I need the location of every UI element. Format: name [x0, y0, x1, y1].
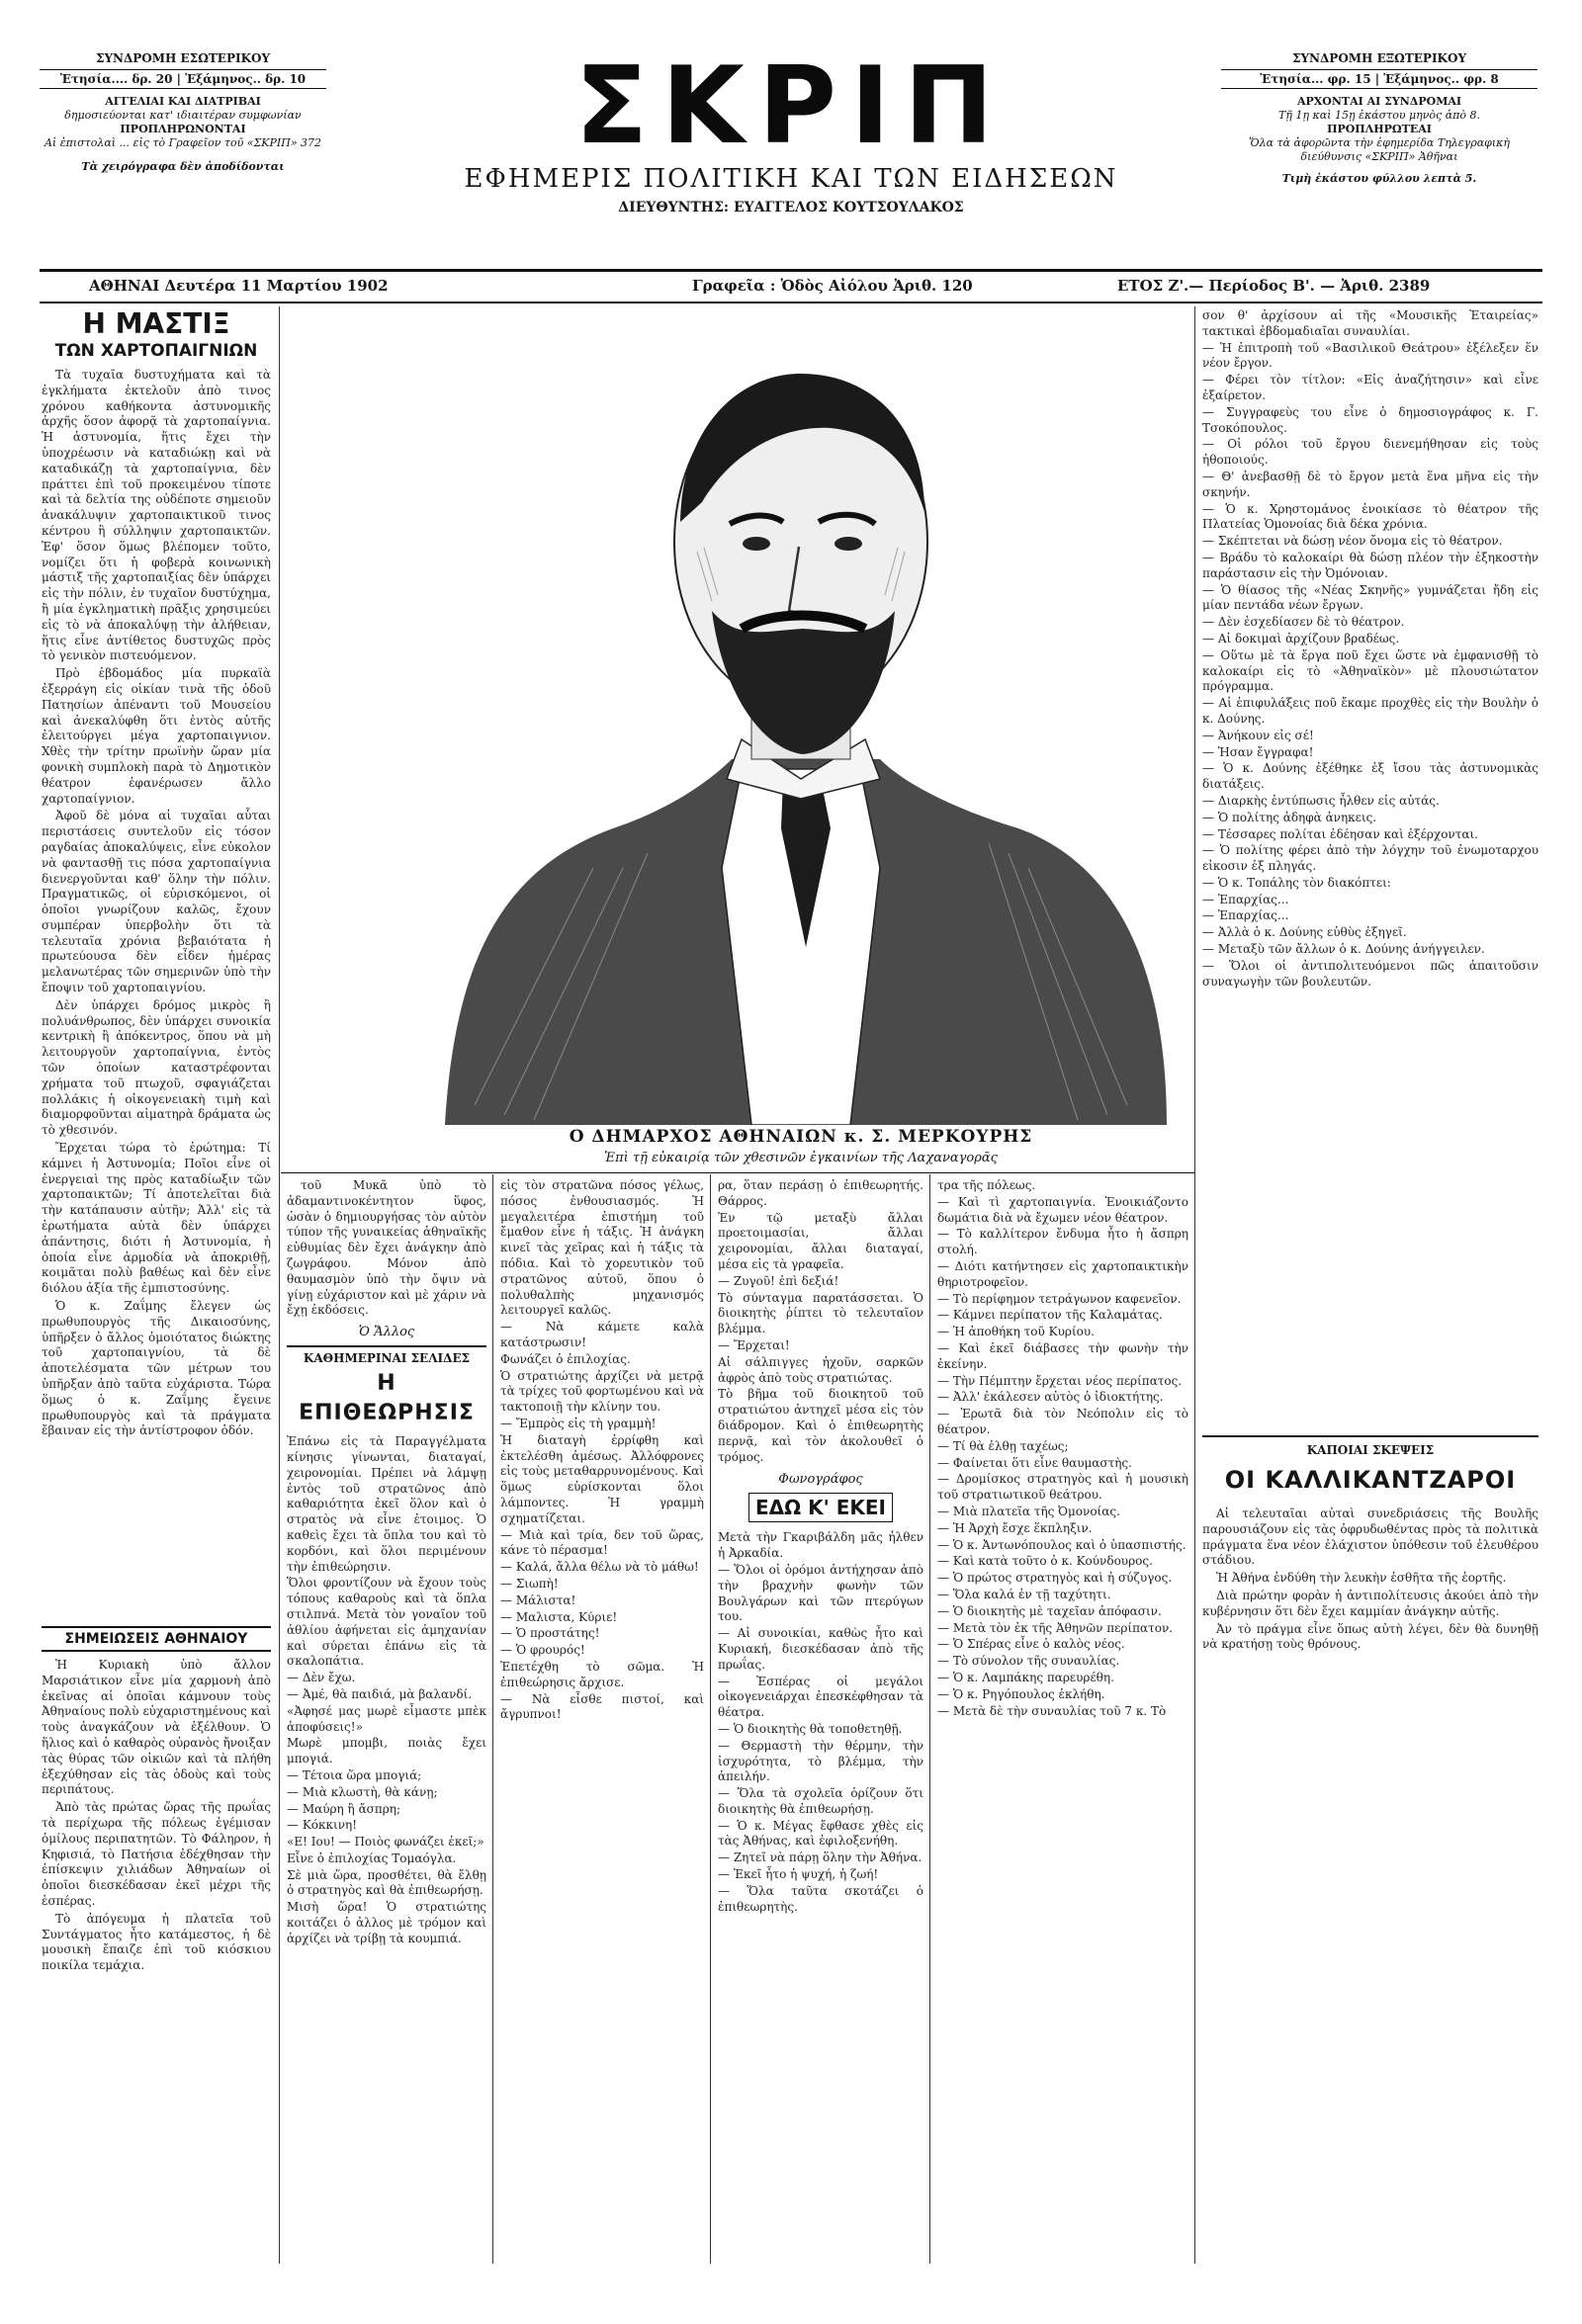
left-send-line: Αἱ ἐπιστολαὶ ... εἰς τὸ Γραφεῖον τοῦ «ΣΚΡΙΠ» 372 [44, 136, 322, 149]
col2-paragraph: «Ε! Ιου! — Ποιὸς φωνάζει ἐκεῖ;» [287, 1835, 484, 1850]
col3-paragraph: Ὁ στρατιώτης ἀρχίζει νὰ μετρᾷ τὰ τρίχες τοῦ φορτωμένου καὶ νὰ τακτοποιῇ τὴν κλίνην του. [500, 1368, 704, 1415]
col6-paragraph: — Τέσσαρες πολίται ἐδέησαν καὶ ἐξέρχονται. [1202, 826, 1478, 841]
col3-paragraph: Ἐπετέχθη τὸ σῶμα. Ἡ ἐπιθεώρησις ἄρχισε. [500, 1659, 704, 1689]
col5-paragraph: — Μετὰ δὲ τὴν συναυλίας τοῦ 7 κ. Τὸ [937, 1703, 1167, 1718]
col2-paragraph: Μωρὲ μπομβι, ποιὰς ἔχει μπογιά. [287, 1736, 486, 1766]
portrait-caption: Ο ΔΗΜΑΡΧΟΣ ΑΘΗΝΑΙΩΝ κ. Σ. ΜΕΡΚΟΥΡΗΣ [569, 1127, 1033, 1147]
col6-paragraph: — Ἀνήκουν εἰς σέ! [1202, 728, 1314, 742]
col6-paragraph: — Ὁ πολίτης φέρει ἀπὸ τὴν λόγχην τοῦ ἐνωμοταρχου εἰκοσιν ἐξ πληγάς. [1202, 843, 1538, 874]
right-start: ΑΡΧΟΝΤΑΙ ΑΙ ΣΥΝΔΡΟΜΑΙ [1296, 95, 1462, 108]
dateline-top-rule [40, 269, 1542, 272]
portrait-illustration [415, 314, 1186, 1125]
col5-body [937, 1178, 1188, 2256]
col2-paragraph: Σὲ μιὰ ὥρα, προσθέτει, θὰ ἔλθῃ ὁ στρατηγὸς καὶ θὰ ἐπιθεωρήσῃ. [287, 1867, 486, 1898]
col5-paragraph: — Ὁ κ. Λαμπάκης παρευρέθη. [937, 1670, 1114, 1684]
col5-paragraph: — Ὁ κ. Ρηγόπουλος ἐκλήθη. [937, 1686, 1105, 1701]
col6-paragraph: Ἀν τὸ πράγμα εἶνε ὅπως αὐτὴ λέγει, δὲν θὰ δυνηθῇ νὰ κρατήσῃ τοὺς θρόνους. [1202, 1621, 1538, 1652]
col3-paragraph: — Ὁ φρουρός! [500, 1643, 585, 1658]
col5-paragraph: — Φαίνεται ὅτι εἶνε θαυμαστὴς. [937, 1455, 1132, 1470]
col6-paragraph: σον θ' ἀρχίσουν αἱ τῆς «Μουσικῆς Ἑταιρείας» τακτικαὶ ἐβδομαδιαῖαι συναυλίαι. [1202, 308, 1538, 338]
col6-paragraph: — Οἱ ρόλοι τοῦ ἔργου διενεμήθησαν εἰς τοὺς ἠθοποιούς. [1202, 437, 1538, 468]
left-notes-title: ΣΗΜΕΙΩΣΕΙΣ ΑΘΗΝΑΙΟΥ [42, 1626, 271, 1652]
left-notes-paragraph: Τὸ ἀπόγευμα ἡ πλατεῖα τοῦ Συντάγματος ἦτο κατάμεστος, ἡ δὲ μουσικὴ ἔπαιζε ἐπὶ τοῦ κιόσκιου ποικίλα τεμάχια. [42, 1911, 271, 1973]
col4-article-title: ΕΔΩ Κ' ΕΚΕΙ [748, 1493, 893, 1522]
col3-paragraph: — Νὰ κάμετε καλὰ κατάστρωσιν! [500, 1320, 704, 1349]
left-article-paragraph: Πρὸ ἑβδομάδος μία πυρκαϊὰ ἐξερράγη εἰς οἰκίαν τινὰ τῆς ὁδοῦ Πατησίων ἀπέναντι τοῦ Μουσείου καὶ ἀνεκαλύφθη ὅτι ἐντὸς αὐτῆς ἐλειτούργει μέγα χαρτοπαιγνιον. Χθὲς τὴν τρίτην πρωϊνὴν ὥραν μία φονικὴ συμπλοκὴ παρὰ τὸ Δημοτικὸν θέατρον ἐφανέρωσεν ἄλλο χαρτοπαίγνιον. [42, 666, 271, 806]
dateline [40, 275, 1542, 299]
col6-article-body [1202, 1506, 1538, 2198]
col4-paragraph: Τὸ σύνταγμα παρατάσσεται. Ὁ διοικητὴς ῥίπτει τὸ τελευταῖον βλέμμα. [718, 1290, 923, 1336]
left-article-paragraph: Δὲν ὑπάρχει δρόμος μικρὸς ἢ πολυάνθρωπος, δὲν ὑπάρχει συνοικία κεντρικὴ ἢ ἀπόκεντρος, ὅπου νὰ μὴ λειτουργοῦν χαρτοπαίγνια, ἐντὸς τῶν ὁποίων καταστρέφονται χρήματα τοῦ πτωχοῦ, σφαγιάζεται πολλάκις ἡ οἰκογενειακὴ τιμὴ καὶ διαμορφοῦνται αἰματηρὰ δράματα ὡς τὸ χθεσινόν. [42, 997, 271, 1138]
col6-paragraph: — Ἀλλὰ ὁ κ. Δούνης εὐθὺς ἐξηγεῖ. [1202, 925, 1407, 940]
col5-paragraph: — Τὸ σύνολον τῆς συναυλίας. [937, 1654, 1120, 1669]
col4-paragraph: — Ἐκεῖ ἦτο ἡ ψυχή, ἡ ζωή! [718, 1867, 879, 1882]
col6-paragraph: — Ἡ ἐπιτροπὴ τοῦ «Βασιλικοῦ Θεάτρου» ἐξέλεξεν ἕν νέον ἔργον. [1202, 340, 1538, 371]
col2-paragraph: τοῦ Μυκᾶ ὑπὸ τὸ ἀδαμαντινοκέντητον ὕφος, ὡσὰν ὁ δημιουργήσας τὸν αὐτὸν τύπον τῆς γυναικείας ἀθηναϊκῆς εὐθυμίας δὲν ἔχει ἀνάγκην ἀπὸ ζωγράφου. Μόνον ἀπὸ θαυμασμὸν ὑπὸ τὴν ὄψιν νὰ γίνῃ εὐχάριστον καὶ μὲ χάριν νὰ ἔχῃ ἐκδόσεις. [287, 1178, 486, 1318]
col4-paragraph: — Αἱ συνοικίαι, καθὼς ἦτο καὶ Κυριακή, διεσκέδασαν ἀπὸ τῆς πρωΐας. [718, 1626, 923, 1672]
col6-paragraph: — Ὁ κ. Τοπάλης τὸν διακόπτει: [1202, 875, 1391, 890]
col3-paragraph: Ἡ διαταγὴ ἐρρίφθη καὶ ἐκτελέσθη ἀμέσως. Ἀλλόφρονες εἰς τοὺς μεταθαρρυνομένους. Καὶ ὅμως εὑρίσκονται ὅλοι λάμποντες. Ἡ γραμμὴ σχηματίζεται. [500, 1432, 704, 1525]
col6-paragraph: — Ἐπαρχίας... [1202, 892, 1289, 906]
left-ads-title: ΑΓΓΕΛΙΑΙ ΚΑΙ ΔΙΑΤΡΙΒΑΙ [105, 95, 261, 108]
masthead-right-box [1221, 51, 1538, 200]
col2-signature: Ὁ Ἄλλος [358, 1325, 415, 1340]
mayor-portrait-drawing [415, 314, 1186, 1125]
column-rule-2 [492, 1174, 493, 2264]
col4-paragraph: Ἐν τῷ μεταξὺ ἄλλαι προετοιμασίαι, ἄλλαι χειρονομίαι, ἄλλαι διαταγαί, μέσα εἰς τὰ γραφεῖα. [718, 1210, 923, 1271]
portrait-sub-caption: Ἐπὶ τῇ εὐκαιρίᾳ τῶν χθεσινῶν ἐγκαινίων τῆς Λαχαναγορᾶς [604, 1151, 998, 1165]
col4-paragraph: Μετὰ τὴν Γκαριβάλδη μᾶς ἦλθεν ἡ Ἀρκαδία. [718, 1530, 923, 1561]
newspaper-title: ΣΚΡΙΠ [574, 44, 1008, 168]
col4-paragraph: — Θερμαστὴ τὴν θέρμην, τὴν ἰσχυρότητα, τὸ βλέμμα, τὴν ἀπειλήν. [718, 1738, 923, 1784]
col6-paragraph: — Αἱ δοκιμαὶ ἀρχίζουν βραδέως. [1202, 631, 1400, 646]
col6-paragraph: — Ὅλοι οἱ ἀντιπολιτευόμενοι πῶς ἀπαιτοῦσιν συναγωγὴν τῶν βουλευτῶν. [1202, 958, 1538, 989]
col4-paragraph: ρα, ὅταν περάσῃ ὁ ἐπιθεωρητής. Θάρρος. [718, 1178, 923, 1208]
dateline-date: ΑΘΗΝΑΙ Δευτέρα 11 Μαρτίου 1902 [89, 277, 389, 295]
col2-paragraph: — Τέτοια ὥρα μπογιά; [287, 1767, 422, 1782]
col3-paragraph: — Ὁ προστάτης! [500, 1626, 600, 1641]
col6-paragraph: — Συγγραφεὺς του εἶνε ὁ δημοσιογράφος κ. Γ. Τσοκόπουλος. [1202, 404, 1538, 435]
masthead-title-block [386, 44, 1196, 219]
column-rule-1 [279, 306, 280, 2264]
col3-body [500, 1178, 704, 2256]
column-4 [718, 1178, 923, 2261]
col2-article-body [287, 1434, 486, 2324]
col3-paragraph: — Μιὰ καὶ τρία, δεν τοῦ ὥρας, κάνε τὸ πέρασμα! [500, 1527, 704, 1558]
column-rule-3 [710, 1174, 711, 2264]
col5-paragraph: — Ἡ Ἀρχὴ ἔσχε ἕκπληξιν. [937, 1520, 1093, 1535]
col5-paragraph: — Ὅλα καλά ἐν τῇ ταχύτητι. [937, 1587, 1111, 1601]
left-notes-body [42, 1658, 271, 2251]
col3-paragraph: — Νὰ εἶσθε πιστοί, καὶ ἄγρυπνοι! [500, 1691, 704, 1722]
col6-paragraph: — Δὲν ἐσχεδίασεν δὲ τὸ θέατρον. [1202, 615, 1405, 630]
col2-paragraph: Μισὴ ὥρα! Ὁ στρατιώτης κοιτάζει ὁ ἀλλος μὲ τρόμον καὶ ἀρχίζει νὰ τρίβῃ τὰ κουμπιά. [287, 1900, 486, 1945]
col5-paragraph: — Ὁ διοικητὴς μὲ ταχεῖαν ἀπόφασιν. [937, 1603, 1162, 1618]
right-prepaid: ΠΡΟΠΛΗΡΩΤΕΑΙ [1327, 123, 1432, 135]
portrait-bottom-rule [281, 1172, 1194, 1173]
newspaper-subtitle: ΕΦΗΜΕΡΙΣ ΠΟΛΙΤΙΚΗ ΚΑΙ ΤΩΝ ΕΙΔΗΣΕΩΝ [464, 164, 1118, 194]
left-notes [42, 1626, 271, 2259]
col5-paragraph: — Ἡ ἀποθήκη τοῦ Κυρίου. [937, 1325, 1095, 1339]
col5-paragraph: — Ἀλλ' ἐκάλεσεν αὐτὸς ὁ ἰδιοκτήτης. [937, 1390, 1164, 1405]
left-article-paragraph: Ἔρχεται τώρα τὸ ἐρώτημα: Τί κάμνει ἡ Ἀστυνομία; Ποῖοι εἶνε οἱ ἐνεργειαὶ της πρὸς καταδίωξιν τῶν χαρτοπαικτῶν; Τί ἀποτελεῖται διὰ τὴν κατάπαυσιν αὐτῆν; Ἀλλ' εἰς τὰ ἐρωτήματα αὐτὰ δὲν ὑπάρχει ἀπάντησις, διότι ἡ Ἀστυνομία, ἡ ὁποία εἶνε ἁρμοδία νὰ ἀποκριθῇ, κοιμᾶται πολὺ βαθέως καὶ δὲν εἶνε διόλου ἀξία τῆς ἐμπιστοσύνης. [42, 1141, 271, 1296]
col5-paragraph: τρα τῆς πόλεως. [937, 1178, 1036, 1192]
col6-paragraph: Ἡ Ἀθήνα ἐνδύθη τὴν λευκὴν ἐσθῆτα τῆς ἑορτῆς. [1216, 1571, 1507, 1586]
col3-paragraph: εἰς τὸν στρατῶνα πόσος γέλως, πόσος ἐνθουσιασμός. Ἡ μεγαλειτέρα ἐπιστήμη τοῦ ἔμαθον εἶνε ἡ τάξις. Ἡ ἀνάγκη κινεῖ τὰς χεῖρας καὶ ἡ τάξις τὰ πόδια. Καὶ τὸ χορευτικὸν τοῦ στρατῶνος αὐτοῦ, ὅπου ὁ πολυθαλπὴς μηχανισμός λειτουργεῖ καλῶς. [500, 1178, 704, 1318]
dateline-office: Γραφεῖα : Ὁδὸς Αἰόλου Ἀριθ. 120 [692, 277, 973, 295]
col6-paragraph: — Βράδυ τὸ καλοκαίρι θὰ δώσῃ πλέον τὴν ἐξηκοστὴν παράστασιν εἰς τὴν Ὀμόνοιαν. [1202, 550, 1538, 580]
column-rule-4 [929, 1174, 930, 2264]
col6-paragraph: — Οὕτω μὲ τὰ ἔργα ποῦ ἔχει ὥστε νὰ ἐμφανισθῇ τὸ καλοκαίρι εἰς τὸ «Ἀθηναϊκὸν» μὲ πλουσιώτατον πρόγραμμα. [1202, 647, 1538, 694]
right-subscription-title: ΣΥΝΔΡΟΜΗ ΕΞΩΤΕΡΙΚΟΥ [1291, 51, 1467, 65]
col4-paragraph: — Ὅλοι οἱ ὁρόμοι ἀντήχησαν ἀπὸ τὴν βραχνὴν φωνὴν τῶν Βουλγάρων καὶ τῶν πτερύγων του. [718, 1562, 923, 1624]
masthead-left-box [40, 51, 326, 200]
col2-paragraph: Ὅλοι φροντίζουν νὰ ἔχουν τοὺς τόπους καθαροὺς καὶ τὰ ὅπλα στιλπνά. Μετὰ τὸν γοναῖον τοῦ ἀθλίου ἀφήνεται εἰς ἀμηχανίαν καὶ σύρεται ἐπάνω εἰς τὰ σκαλοπάτια. [287, 1576, 486, 1669]
col5-paragraph: — Καὶ κατὰ τοῦτο ὁ κ. Κούνδουρος. [937, 1554, 1153, 1569]
col5-paragraph: — Μιὰ πλατεῖα τῆς Ὀμονοίας. [937, 1504, 1120, 1518]
right-price: Τιμὴ ἑκάστου φύλλου λεπτὰ 5. [1281, 172, 1477, 185]
left-subscription-title: ΣΥΝΔΡΟΜΗ ΕΣΩΤΕΡΙΚΟΥ [95, 51, 271, 65]
col4-top-text [718, 1178, 923, 1466]
col5-paragraph: — Καὶ ἐκεῖ διάβασες τὴν φωνὴν τὴν ἐκείνην. [937, 1340, 1188, 1371]
col4-paragraph: — Ἔρχεται! [718, 1337, 790, 1352]
col6-article-title: ΟΙ ΚΑΛΛΙΚΑΝΤΖΑΡΟΙ [1224, 1466, 1517, 1494]
col2-article-title: Η ΕΠΙΘΕΩΡΗΣΙΣ [299, 1371, 475, 1426]
col5-paragraph: — Τὸ περίφημον τετράγωνον καφενεῖον. [937, 1291, 1182, 1306]
left-article-paragraph: Ὁ κ. Ζαΐμης ἔλεγεν ὡς πρωθυπουργὸς τῆς Δικαιοσύνης, ὑπῆρξεν ὁ ἄλλος ὁμοιότατος διώκτης τοῦ χαρτοπαιγνίου, τὰ δὲ ἀποτελέσματα τῶν μέτρων του ὑπῆρξαν ἀπὸ ταῦτα εὐχάριστα. Τώρα ὅμως ὁ κ. Ζαΐμης ἔγεινε πρωθυπουργὸς καὶ τὰ πράγματα ἔβαιναν εἰς τὴν ἀντίστροφον ὁδόν. [42, 1299, 271, 1438]
left-article [42, 308, 271, 1623]
column-rule-top-right [1194, 306, 1195, 2264]
col6-paragraph: — Μεταξὺ τῶν ἄλλων ὁ κ. Δούνης ἀνήγγειλεν. [1202, 942, 1485, 957]
column-2 [287, 1178, 486, 2261]
col4-paragraph: — Ὅλα ταῦτα σκοτάζει ὁ ἐπιθεωρητὴς. [718, 1883, 923, 1914]
col4-article-body [718, 1530, 923, 2143]
col3-paragraph: — Μαλιστα, Κύριε! [500, 1609, 618, 1624]
col5-paragraph: — Κάμνει περίπατον τῆς Καλαμάτας. [937, 1308, 1163, 1323]
col5-paragraph: — Τί θὰ ἐλθῃ ταχέως; [937, 1438, 1069, 1453]
left-notes-paragraph: Ἡ Κυριακὴ ὑπὸ ἄλλον Μαρσιάτικον εἶνε μία χαρμονὴ ἀπὸ ἐκεῖνας αἱ ὁποῖαι κάμνουν τοὺς Ἀθηναίους πολὺ εὐχαριστημένους καὶ τοὺς ἀναγκάζουν νὰ ἐξέλθουν. Ὁ ἥλιος καὶ ὁ καθαρὸς οὐρανὸς ἤνοιξαν τὰς θύρας τῶν οἰκιῶν καὶ τὰ πλήθη ἐξεχύθησαν εἰς τὰς ὁδοὺς καὶ τοὺς περιπάτους. [42, 1658, 271, 1797]
col2-paragraph: — Δὲν ἔχω. [287, 1671, 356, 1685]
left-article-body [42, 368, 271, 1613]
col5-paragraph: — Ὁ Σπέρας εἶνε ὁ καλὸς νέος. [937, 1637, 1125, 1652]
col2-paragraph: Ἐπάνω εἰς τὰ Παραγγέλματα κίνησις γίνωνται, διαταγαί, χειρονομίαι. Πρέπει νὰ λάμψῃ ἐντὸς τοῦ στρατῶνος ἀπὸ καθαριότητα ἐκεῖ ὅλον καὶ ὁ στρατὸς νὰ εἶνε ἐτοιμος. Ὁ καθεὶς ἔχει τὰ ὅπλα του καὶ τὸ κορδόνι, καὶ ὅλοι περιμένουν τὴν ἐπιθεώρησιν. [287, 1434, 486, 1574]
col6-paragraph: — Ὁ κ. Χρηστομάνος ἐνοικίασε τὸ θέατρον τῆς Πλατείας Ὁμονοίας διὰ δέκα χρόνια. [1202, 501, 1538, 532]
col4-title-box [718, 1493, 923, 1522]
col3-paragraph: — Μάλιστα! [500, 1592, 576, 1607]
left-subscription-values: Ἐτησία.... δρ. 20 | Ἑξάμηνος.. δρ. 10 [40, 69, 326, 89]
newspaper-director: ΔΙΕΥΘΥΝΤΗΣ: ΕΥΑΓΓΕΛΟΣ ΚΟΥΤΣΟΥΛΑΚΟΣ [618, 200, 964, 215]
col5-paragraph: — Ὁ κ. Ἀντωνόπουλος καὶ ὁ ὑπασπιστής. [937, 1537, 1186, 1552]
right-send-line: Ὅλα τὰ ἀφορῶντα τὴν ἐφημερίδα Τηλεγραφικὴ διεύθυνσις «ΣΚΡΙΠ» Ἀθῆναι [1249, 136, 1510, 163]
col5-paragraph: — Ὁ πρώτος στρατηγὸς καὶ ἡ σύζυγος. [937, 1571, 1173, 1586]
col6-paragraph: — Διαρκὴς ἐντύπωσις ἦλθεν εἰς αὐτάς. [1202, 793, 1440, 808]
col4-paragraph: Τὸ βῆμα τοῦ διοικητοῦ τοῦ στρατιώτου ἀντηχεῖ μέσα εἰς τὸν διάδρομον. Καὶ ὁ ἐπιθεωρητὴς περνᾷ, καὶ τὸν ἀκολουθεῖ ὁ τρόμος. [718, 1387, 923, 1464]
col6-section-label: ΚΑΠΟΙΑΙ ΣΚΕΨΕΙΣ [1202, 1435, 1538, 1457]
col2-section-label: ΚΑΘΗΜΕΡΙΝΑΙ ΣΕΛΙΔΕΣ [287, 1345, 486, 1365]
left-article-paragraph: Τὰ τυχαῖα δυστυχήματα καὶ τὰ ἐγκλήματα ἐκτελοῦν ἀπὸ τινος χρόνου καθήκοντα ἀστυνομικῆς ἀρχῆς ὅσον ἀφορᾷ τὰ χαρτοπαίγνια. Ἡ ἀστυνομία, ἥτις ἔχει τὴν ὑποχρέωσιν νὰ καταδιώκῃ καὶ νὰ καταδικάζῃ τὰ χαρτοπαίγνια, δὲν πράττει ἐπὶ τοῦ προκειμένου τίποτε καὶ τὰ δελτία της οὐδέποτε σημειοῦν ἀνακάλυψιν χαρτοπαικτικοῦ τινος κέντρου ἢ σύλληψιν χαρτοπαικτῶν. Ἐφ' ὅσον ὅμως βλέπομεν τοῦτο, νομίζει ὅτι ἡ φοβερὰ κοινωνικὴ μάστιξ τῆς χαρτοπαιξίας δὲν ὑπάρχει εἰς τὴν πόλιν, ἐν τυχαῖον δυστύχημα, ἢ μία ἐγκληματικὴ πρᾶξις χρησιμεύει εἰς τὸ νὰ ἀποκαλύψῃ τὴν ἀλήθειαν, ἥτις εἶνε ἀντίθετος δυστυχῶς πρὸς τὸ γενικὸν πιστευόμενον. [42, 368, 271, 663]
col4-paragraph: — Ἐσπέρας οἱ μεγάλοι οἰκογενειάρχαι ἐπεσκέφθησαν τὰ θέατρα. [718, 1674, 923, 1720]
col6-top-body [1202, 308, 1538, 1416]
dateline-bottom-rule [40, 301, 1542, 303]
col2-paragraph: — Ἀμέ, θὰ παιδιά, μὰ βαλανδί. [287, 1686, 473, 1701]
col5-paragraph: — Ἐρωτᾶ διὰ τὸν Νεόπολιν εἰς τὸ θέατρον. [937, 1407, 1188, 1436]
col6-paragraph: — Ὁ κ. Δούνης ἐξέθηκε ἐξ ἴσου τὰς ἀστυνομικὰς διατάξεις. [1202, 761, 1538, 792]
col2-paragraph: — Κόκκινη! [287, 1818, 358, 1833]
column-6 [1202, 308, 1538, 2261]
col3-paragraph: Φωνάζει ὁ ἐπιλοχίας. [500, 1351, 631, 1366]
right-start-line: Τῇ 1ῃ καὶ 15ῃ ἑκάστου μηνὸς ἀπὸ 8. [1278, 109, 1480, 122]
col2-paragraph: — Μαύρη ἢ ἄσπρη; [287, 1801, 401, 1816]
col6-paragraph: — Σκέπτεται νὰ δώσῃ νέον ὄνομα εἰς τὸ θέατρον. [1202, 534, 1503, 549]
col5-paragraph: — Καὶ τὶ χαρτοπαιγνία. Ἐνοικιάζοντο δωμάτια διὰ νὰ ἔχωμεν νέον θέατρον. [937, 1194, 1188, 1225]
dateline-issue: ΕΤΟΣ Ζ'.— Περίοδος Β'. — Ἀριθ. 2389 [1117, 277, 1431, 295]
col6-paragraph: — Φέρει τὸν τίτλον: «Εἰς ἀναζήτησιν» καὶ εἶνε ἐξαίρετον. [1202, 373, 1538, 402]
col5-paragraph: — Τὸ καλλίτερον ἔνδυμα ἦτο ἡ ἄσπρη στολή. [937, 1227, 1188, 1257]
col5-paragraph: — Διότι κατήντησεν εἰς χαρτοπαικτικὴν θηριοτροφεῖον. [937, 1258, 1188, 1289]
col2-paragraph: Εἶνε ὁ ἐπιλοχίας Τομαόγλα. [287, 1851, 457, 1865]
col3-paragraph: — Σιωπὴ! [500, 1576, 559, 1591]
col6-paragraph: Διὰ πρώτην φορὰν ἡ ἀντιπολίτευσις ἀκούει ἀπὸ τὴν κυβέρνησιν ὅτι δὲν ἔχει καμμίαν ἀνάγκην αὐτῆς. [1202, 1588, 1538, 1618]
col4-paragraph: — Ὅλα τὰ σχολεῖα ὁρίζουν ὅτι διοικητὴς θὰ ἐπιθεωρήσῃ. [718, 1786, 923, 1816]
col6-paragraph: Αἱ τελευταῖαι αὐταὶ συνεδριάσεις τῆς Βουλῆς παρουσιάζουν εἰς τὰς ὀφρυδωθέντας πρὸς τὰ πολιτικὰ πράγματα ἕνα νέον ἐλάχιστον ὑπόθεσιν τοῦ ἐλευθέρου στάδιου. [1202, 1506, 1538, 1568]
left-article-paragraph: Ἀφοῦ δὲ μόνα αἱ τυχαῖαι αὗται περιστάσεις συντελοῦν εἰς τόσον ραγδαίας ἀποκαλύψεις, εἶνε εὐκολον νὰ φαντασθῇ τις πόσα χαρτοπαίγνια διενεργοῦνται καθ' ὅλην τὴν πόλιν. Πραγματικῶς, οἱ εὑρισκόμενοι, οἱ ὁποῖοι γνωρίζουν καλῶς, ἔχουν συμπέραν ὑπερβολὴν ὅτι τὰ τελευταῖα χρόνια βεβαιότατα ἡ πρωτεύουσα δὲν εἶδεν ἡμέρας μελανωτέρας τῶν σημερινῶν ὑπὸ τὴν ἔποψιν τοῦ χαρτοπαιγνίου. [42, 809, 271, 995]
col2-top-text [287, 1178, 486, 1321]
left-notes-paragraph: Ἀπὸ τὰς πρώτας ὥρας τῆς πρωΐας τὰ περίχωρα τῆς πόλεως ἐγέμισαν ὁμίλους περιπατητῶν. Τὸ Φάληρον, ἡ Κηφισιά, τὸ Πατήσια ἐδέχθησαν τὴν ἐπίσκεψιν χιλιάδων Ἀθηναίων οἱ ὁποῖοι διεσκέδασαν ἐκεῖ μέχρι τῆς ἑσπέρας. [42, 1800, 271, 1908]
col2-paragraph: — Μιὰ κλωστὴ, θὰ κάνῃ; [287, 1784, 438, 1799]
col4-paragraph: — Ὁ κ. Μέγας ἔφθασε χθὲς εἰς τὰς Ἀθήνας, καὶ ἐφιλοξενήθη. [718, 1818, 923, 1849]
col4-paragraph: — Ὁ διοικητὴς θὰ τοποθετηθῇ. [718, 1721, 903, 1736]
col6-paragraph: — Ὁ θίασος τῆς «Νέας Σκηνῆς» γυμνάζεται ἤδη εἰς μίαν πεντάδα νέων ἔργων. [1202, 582, 1538, 613]
col6-paragraph: — Ἡσαν ἔγγραφα! [1202, 744, 1314, 759]
col5-paragraph: — Τὴν Πέμπτην ἔρχεται νέος περίπατος. [937, 1373, 1183, 1388]
col5-paragraph: — Μετὰ τὸν ἐκ τῆς Ἀθηνῶν περίπατον. [937, 1620, 1174, 1635]
col6-paragraph: — Ἐπαρχίας... [1202, 908, 1289, 923]
col4-paragraph: — Ζυγοῦ! ἐπὶ δεξιά! [718, 1273, 839, 1288]
col4-paragraph: Αἱ σάλπιγγες ἠχοῦν, σαρκῶν ἀφρὸς ἀπὸ τοὺς στρατιώτας. [718, 1354, 923, 1385]
left-prepaid: ΠΡΟΠΛΗΡΩΝΟΝΤΑΙ [120, 123, 246, 135]
left-manuscripts: Τὰ χειρόγραφα δὲν ἀποδίδονται [81, 160, 285, 173]
column-5 [937, 1178, 1188, 2261]
portrait-beard [712, 611, 895, 754]
col3-paragraph: — Καλά, ἄλλα θέλω νὰ τὸ μάθω! [500, 1560, 699, 1575]
col6-paragraph: — Αἱ ἐπιφυλάξεις ποῦ ἔκαμε προχθὲς εἰς τὴν Βουλὴν ὁ κ. Δούνης. [1202, 696, 1538, 726]
col6-paragraph: — Ὁ πολίτης ἀδηφὰ ἀνηκεις. [1202, 810, 1377, 824]
col6-paragraph: — Θ' ἀνεβασθῇ δὲ τὸ ἔργον μετὰ ἕνα μῆνα εἰς τὴν σκηνήν. [1202, 469, 1538, 499]
left-article-title-2: ΤΩΝ ΧΑΡΤΟΠΑΙΓΝΙΩΝ [54, 341, 258, 361]
col2-paragraph: «Ἀφησέ μας μωρὲ εἶμαστε μπὲκ ἀποφύσεις!» [287, 1703, 486, 1734]
left-article-title-1: Η ΜΑΣΤΙΞ [82, 307, 230, 340]
column-3 [500, 1178, 704, 2261]
right-subscription-values: Ἐτησία... φρ. 15 | Ἑξάμηνος.. φρ. 8 [1221, 69, 1538, 89]
left-ads-line: δημοσιεύονται κατ' ιδιαιτέραν συμφωνίαν [64, 109, 302, 122]
col4-signature: Φωνογράφος [778, 1472, 863, 1488]
col3-paragraph: — Ἔμπρὸς εἰς τὴ γραμμὴ! [500, 1416, 657, 1430]
col5-paragraph: — Δρομίσκος στρατηγὸς καὶ ἡ μουσικὴ τοῦ στρατιωτικοῦ θεάτρου. [937, 1472, 1188, 1503]
col4-paragraph: — Ζητεῖ νὰ πάρῃ ὅλην τὴν Ἀθήνα. [718, 1851, 923, 1865]
